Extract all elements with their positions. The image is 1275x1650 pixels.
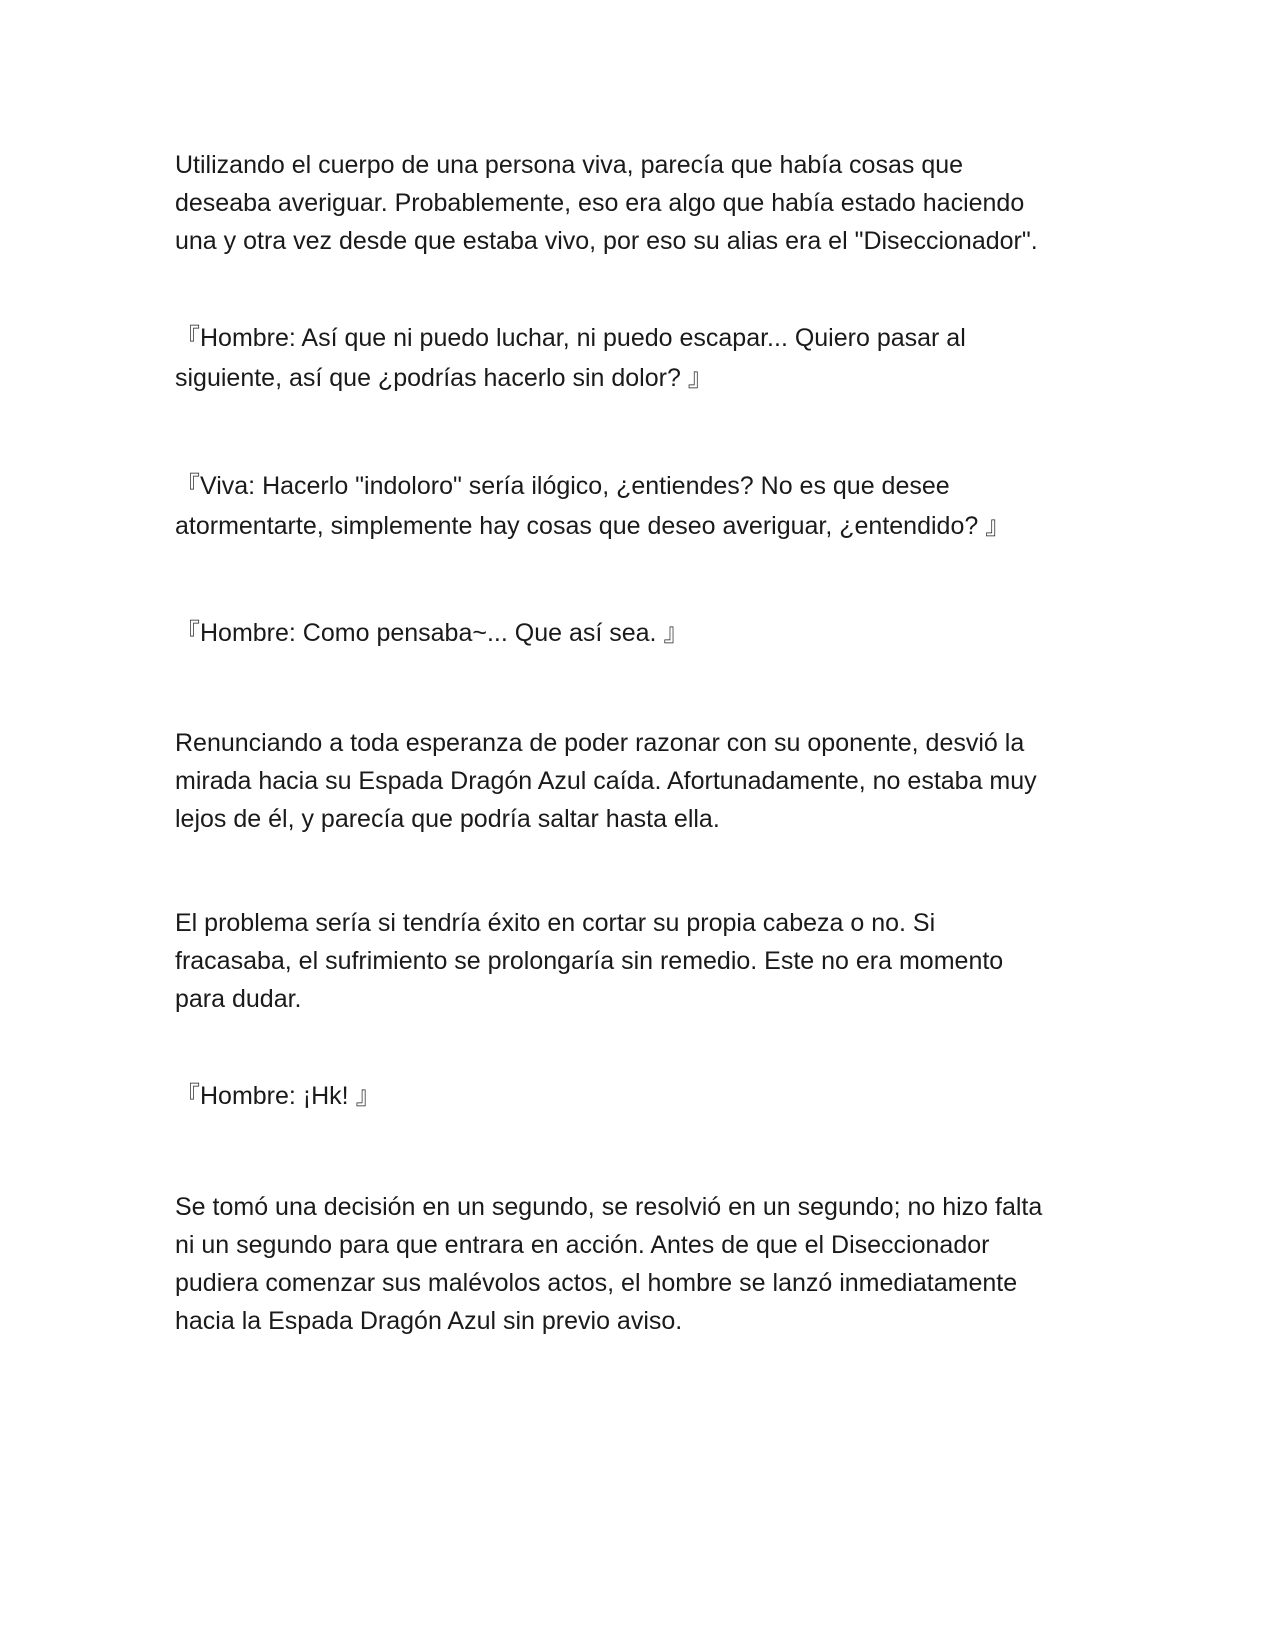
narration-paragraph: Utilizando el cuerpo de una persona viva, parecía que había cosas que deseaba averiguar. Probablemente, eso era algo que había estado haciendo una y otra vez desde que estaba vivo, por eso su alias era el "Diseccionador". xyxy=(175,151,1038,255)
narration-paragraph: El problema sería si tendría éxito en cortar su propia cabeza o no. Si fracasaba, el sufrimiento se prolongaría sin remedio. Este no era momento para dudar. xyxy=(175,909,1004,1013)
dialogue-line: 『Viva: Hacerlo "indoloro" sería ilógico, ¿entiendes? No es que desee atormentarte, simplemente hay cosas que deseo averiguar, ¿entendido? 』 xyxy=(175,472,1011,540)
dialogue-line: 『Hombre: Así que ni puedo luchar, ni puedo escapar... Quiero pasar al siguiente, así que ¿podrías hacerlo sin dolor? 』 xyxy=(175,324,966,392)
narration-paragraph: Se tomó una decisión en un segundo, se resolvió en un segundo; no hizo falta ni un segundo para que entrara en acción. Antes de que el Diseccionador pudiera comenzar sus malévolos actos, el hombre se lanzó inmediatamente hacia la Espada Dragón Azul sin previo aviso. xyxy=(175,1193,1043,1335)
dialogue-line: 『Hombre: Como pensaba~... Que así sea. 』 xyxy=(175,619,689,647)
dialogue-line: 『Hombre: ¡Hk! 』 xyxy=(175,1082,381,1110)
narration-paragraph: Renunciando a toda esperanza de poder razonar con su oponente, desvió la mirada hacia su Espada Dragón Azul caída. Afortunadamente, no estaba muy lejos de él, y parecía que podría saltar hasta ella. xyxy=(175,729,1037,833)
